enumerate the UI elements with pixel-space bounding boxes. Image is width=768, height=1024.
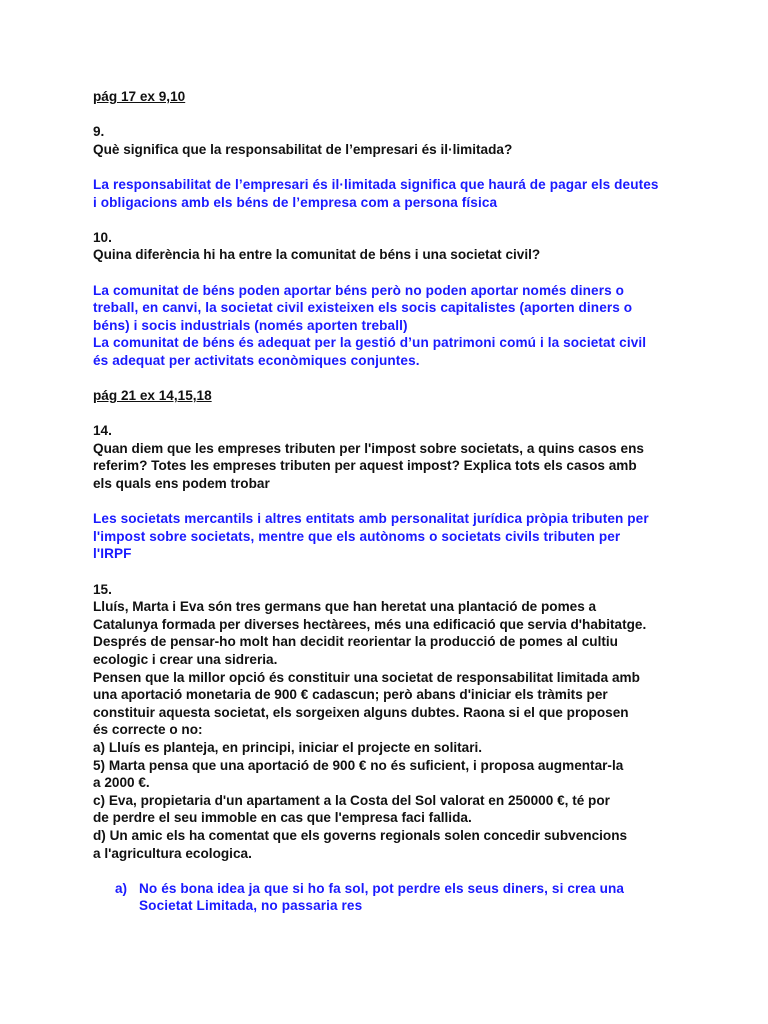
question-10-text: Quina diferència hi ha entre la comunitat de béns i una societat civil? — [93, 247, 541, 263]
question-15-option-5: 5) Marta pensa que una aportació de 900 € no és suficient, i proposa augmentar-la — [93, 757, 624, 773]
section-heading-pag17: pág 17 ex 9,10 — [93, 89, 186, 104]
question-9-text: Què significa que la responsabilitat de l’empresari és il·limitada? — [93, 141, 513, 157]
answer-14-line: l'IRPF — [93, 546, 132, 562]
answer-10-line: béns) i socis industrials (només aporten treball) — [93, 317, 408, 333]
question-15-line: Pensen que la millor opció és constituir una societat de responsabilitat limitada amb — [93, 669, 640, 685]
answer-9-line: La responsabilitat de l’empresari és il·limitada significa que haurá de pagar els deutes — [93, 176, 659, 192]
answer-10-line: és adequat per activitats econòmiques conjuntes. — [93, 352, 420, 368]
question-15-option-c: c) Eva, propietaria d'un apartament a la Costa del Sol valorat en 250000 €, té por — [93, 792, 610, 808]
answer-9-line: i obligacions amb els béns de l’empresa com a persona física — [93, 194, 498, 210]
question-15-line: una aportació monetaria de 900 € cadascun; però abans d'iniciar els tràmits per — [93, 687, 608, 703]
answer-14-line: l'impost sobre societats, mentre que els autònoms o societats civils tributen per — [93, 528, 621, 544]
answer-10-line: La comunitat de béns és adequat per la gestió d’un patrimoni comú i la societat civil — [93, 335, 647, 351]
question-15-option-c: de perdre el seu immoble en cas que l'empresa faci fallida. — [93, 810, 472, 826]
answer-15-a-line: Societat Limitada, no passaria res — [139, 898, 363, 914]
question-15-line: ecologic i crear una sidreria. — [93, 652, 278, 667]
list-marker: a) — [115, 880, 128, 896]
question-14-line: Quan diem que les empreses tributen per l'impost sobre societats, a quins casos ens — [93, 440, 644, 456]
question-number-14: 14. — [93, 423, 112, 439]
answer-14-line: Les societats mercantils i altres entitats amb personalitat jurídica pròpia tributen per — [93, 511, 649, 527]
answer-10-line: La comunitat de béns poden aportar béns però no poden aportar només diners o — [93, 282, 625, 298]
question-15-line: és correcte o no: — [93, 722, 203, 738]
question-15-line: Després de pensar-ho molt han decidit reorientar la producció de pomes al cultiu — [93, 634, 618, 650]
question-15-line: Catalunya formada per diverses hectàrees, més una edificació que servia d'habitatge. — [93, 616, 647, 632]
question-number-9: 9. — [93, 124, 105, 140]
question-14-line: els quals ens podem trobar — [93, 476, 270, 492]
answer-15-a-line: No és bona idea ja que si ho fa sol, pot perdre els seus diners, si crea una — [139, 880, 625, 896]
section-heading-pag21: pág 21 ex 14,15,18 — [93, 388, 212, 404]
question-14-line: referim? Totes les empreses tributen per aquest impost? Explica tots els casos amb — [93, 458, 637, 474]
question-15-line: constituir aquesta societat, els sorgeixen alguns dubtes. Raona si el que proposen — [93, 704, 629, 720]
question-15-option-d: a l'agricultura ecologica. — [93, 845, 252, 861]
question-15-option-5: a 2000 €. — [93, 775, 150, 791]
question-15-option-d: d) Un amic els ha comentat que els governs regionals solen concedir subvencions — [93, 827, 628, 843]
answer-15-item-a — [115, 880, 768, 915]
answer-10-line: treball, en canvi, la societat civil existeixen els socis capitalistes (aporten diners o — [93, 300, 633, 316]
question-15-option-a: a) Lluís es planteja, en principi, iniciar el projecte en solitari. — [93, 739, 483, 755]
question-15-line: Lluís, Marta i Eva són tres germans que han heretat una plantació de pomes a — [93, 599, 597, 615]
question-number-15: 15. — [93, 581, 112, 597]
question-number-10: 10. — [93, 229, 112, 245]
